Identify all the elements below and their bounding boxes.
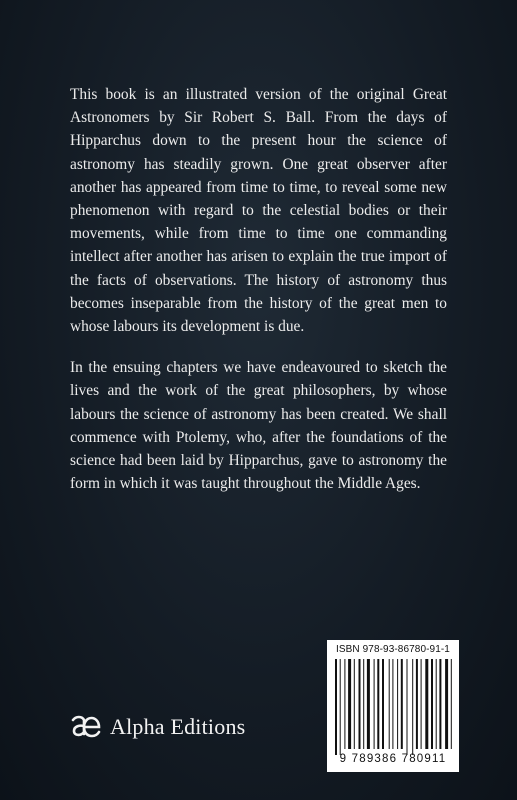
barcode-bar [421, 659, 422, 749]
barcode-bar [445, 659, 448, 749]
blurb-paragraph-1: This book is an illustrated version of the original Great Astronomers by Sir Robert S. Ball. From the days of Hipparchus down to the present hour the science of astronomy has steadily grown. One great observer after another has appeared from time to time, to reveal some new phenomenon with regard to the celestial bodies or their movements, while from time to time one commanding intellect after another has arisen to explain the true import of the facts of observations. The history of astronomy thus becomes inseparable from the history of the great men to whose labours its development is due. [70, 86, 447, 336]
barcode-bar [382, 659, 384, 749]
barcode-bar [439, 659, 441, 749]
barcode-bar [335, 659, 337, 755]
barcode-bar [412, 659, 413, 755]
barcode-bar [416, 659, 418, 749]
barcode-bar [425, 659, 428, 749]
barcode-bar [397, 659, 398, 749]
isbn-digits: 9 789386 780911 [339, 753, 447, 765]
ae-ligature-logo-icon [70, 713, 102, 741]
barcode-bar [363, 659, 364, 749]
barcode-bar [377, 659, 379, 749]
barcode-bar [374, 659, 375, 749]
barcode-bar [389, 659, 390, 749]
isbn-label: ISBN 978-93-86780-91-1 [336, 644, 450, 655]
barcode-bar [348, 659, 351, 749]
barcode-bar [407, 659, 408, 755]
barcode-bar [431, 659, 433, 749]
back-cover-blurb [70, 83, 447, 513]
barcode-bars [333, 659, 453, 755]
barcode-bar [359, 659, 361, 749]
barcode-bar [401, 659, 403, 749]
publisher-imprint [70, 710, 245, 744]
barcode-bar [436, 659, 437, 749]
barcode-bar [340, 659, 341, 755]
barcode-bar [451, 659, 452, 749]
publisher-name: Alpha Editions [110, 714, 246, 739]
barcode-bar [392, 659, 393, 749]
barcode-bar [354, 659, 355, 749]
isbn-barcode [327, 640, 459, 772]
barcode-bar [367, 659, 370, 749]
barcode-bar [344, 659, 345, 749]
blurb-paragraph-2: In the ensuing chapters we have endeavoured to sketch the lives and the work of the great philosophers, by whose labours the science of astronomy has been created. We shall commence with Ptolemy, who, after the foundations of the science had been laid by Hipparchus, gave to astronomy the form in which it was taught throughout the Middle Ages. [70, 359, 447, 493]
